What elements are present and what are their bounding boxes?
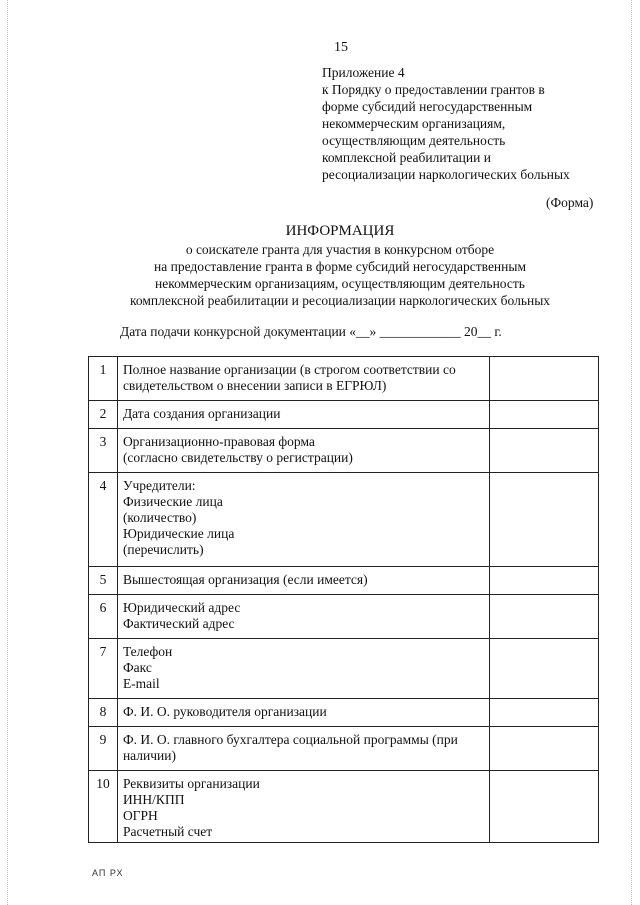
row-label-line: E-mail [122, 676, 160, 691]
row-number: 5 [89, 567, 118, 595]
scan-edge-right [631, 0, 633, 905]
row-label [117, 727, 489, 771]
form-label: (Форма) [546, 195, 594, 210]
row-label-line: ОГРН [122, 808, 158, 823]
appendix-line: комплексной реабилитации и [322, 150, 491, 165]
appendix-line: некоммерческим организациям, [322, 116, 506, 131]
row-number: 4 [89, 473, 118, 567]
row-label [117, 473, 489, 567]
appendix-line: к Порядку о предоставлении грантов в [322, 82, 545, 97]
table-row [89, 699, 599, 727]
row-label-line: Юридический адрес [122, 600, 241, 615]
row-label-line: Фактический адрес [122, 616, 235, 631]
table-row [89, 567, 599, 595]
table-row [89, 639, 599, 699]
row-label [117, 639, 489, 699]
row-label-line: Дата создания организации [122, 406, 281, 421]
table-row [89, 401, 599, 429]
row-label-line: свидетельством о внесении записи в ЕГРЮЛ) [122, 378, 387, 393]
row-number: 1 [89, 357, 118, 401]
row-value-field[interactable] [489, 639, 598, 699]
information-table [88, 356, 599, 843]
table-row [89, 357, 599, 401]
row-value-field[interactable] [489, 699, 598, 727]
row-label [117, 699, 489, 727]
row-label [117, 567, 489, 595]
appendix-line: форме субсидий негосударственным [322, 99, 533, 114]
appendix-line: осуществляющим деятельность [322, 133, 506, 148]
row-value-field[interactable] [489, 357, 598, 401]
row-value-field[interactable] [489, 727, 598, 771]
table-row [89, 727, 599, 771]
scan-edge-left [7, 0, 9, 905]
row-value-field[interactable] [489, 595, 598, 639]
submission-date-line: Дата подачи конкурсной документации «__» ____________ 20__ г. [120, 324, 502, 339]
row-label-line: Юридические лица [122, 526, 235, 541]
row-label-line: Телефон [122, 644, 173, 659]
row-label-line: Организационно-правовая форма [122, 434, 315, 449]
title-line: на предоставление гранта в форме субсидий негосударственным [154, 259, 526, 274]
document-title [80, 222, 600, 309]
row-label-line: Вышестоящая организация (если имеется) [122, 572, 368, 587]
row-label-line: Расчетный счет [122, 824, 213, 839]
row-label [117, 595, 489, 639]
row-number: 6 [89, 595, 118, 639]
row-label-line: (перечислить) [122, 542, 204, 557]
row-label-line: Реквизиты организации [122, 776, 260, 791]
table-row [89, 771, 599, 843]
row-label-line: Полное название организации (в строгом соответствии со [122, 362, 456, 377]
row-label-line: ИНН/КПП [122, 792, 185, 807]
row-number: 9 [89, 727, 118, 771]
row-number: 2 [89, 401, 118, 429]
appendix-heading [322, 64, 622, 183]
row-number: 7 [89, 639, 118, 699]
row-value-field[interactable] [489, 429, 598, 473]
row-label-line: (согласно свидетельству о регистрации) [122, 450, 353, 465]
row-label-line: Учредители: [122, 478, 196, 493]
row-label [117, 771, 489, 843]
table-row [89, 429, 599, 473]
row-label-line: Ф. И. О. руководителя организации [122, 704, 327, 719]
table-row [89, 595, 599, 639]
row-label-line: (количество) [122, 510, 197, 525]
table-row [89, 473, 599, 567]
title-line: о соискателе гранта для участия в конкурсном отборе [185, 242, 495, 257]
title-line: некоммерческим организациям, осуществляющим деятельность [155, 276, 525, 291]
title-main: ИНФОРМАЦИЯ [285, 223, 395, 239]
row-label [117, 357, 489, 401]
row-label-line: наличии) [122, 748, 176, 763]
title-line: комплексной реабилитации и ресоциализации наркологических больных [129, 293, 551, 308]
row-value-field[interactable] [489, 567, 598, 595]
row-number: 10 [89, 771, 118, 843]
appendix-line: ресоциализации наркологических больных [322, 167, 570, 182]
row-label [117, 401, 489, 429]
row-label-line: Ф. И. О. главного бухгалтера социальной программы (при [122, 732, 458, 747]
information-table-body [89, 357, 599, 843]
row-value-field[interactable] [489, 401, 598, 429]
appendix-line: Приложение 4 [322, 65, 405, 80]
row-value-field[interactable] [489, 473, 598, 567]
footer-stamp: АП РХ [92, 868, 124, 878]
row-label [117, 429, 489, 473]
row-label-line: Физические лица [122, 494, 223, 509]
row-label-line: Факс [122, 660, 152, 675]
page-number: 15 [334, 40, 348, 55]
row-value-field[interactable] [489, 771, 598, 843]
row-number: 8 [89, 699, 118, 727]
row-number: 3 [89, 429, 118, 473]
